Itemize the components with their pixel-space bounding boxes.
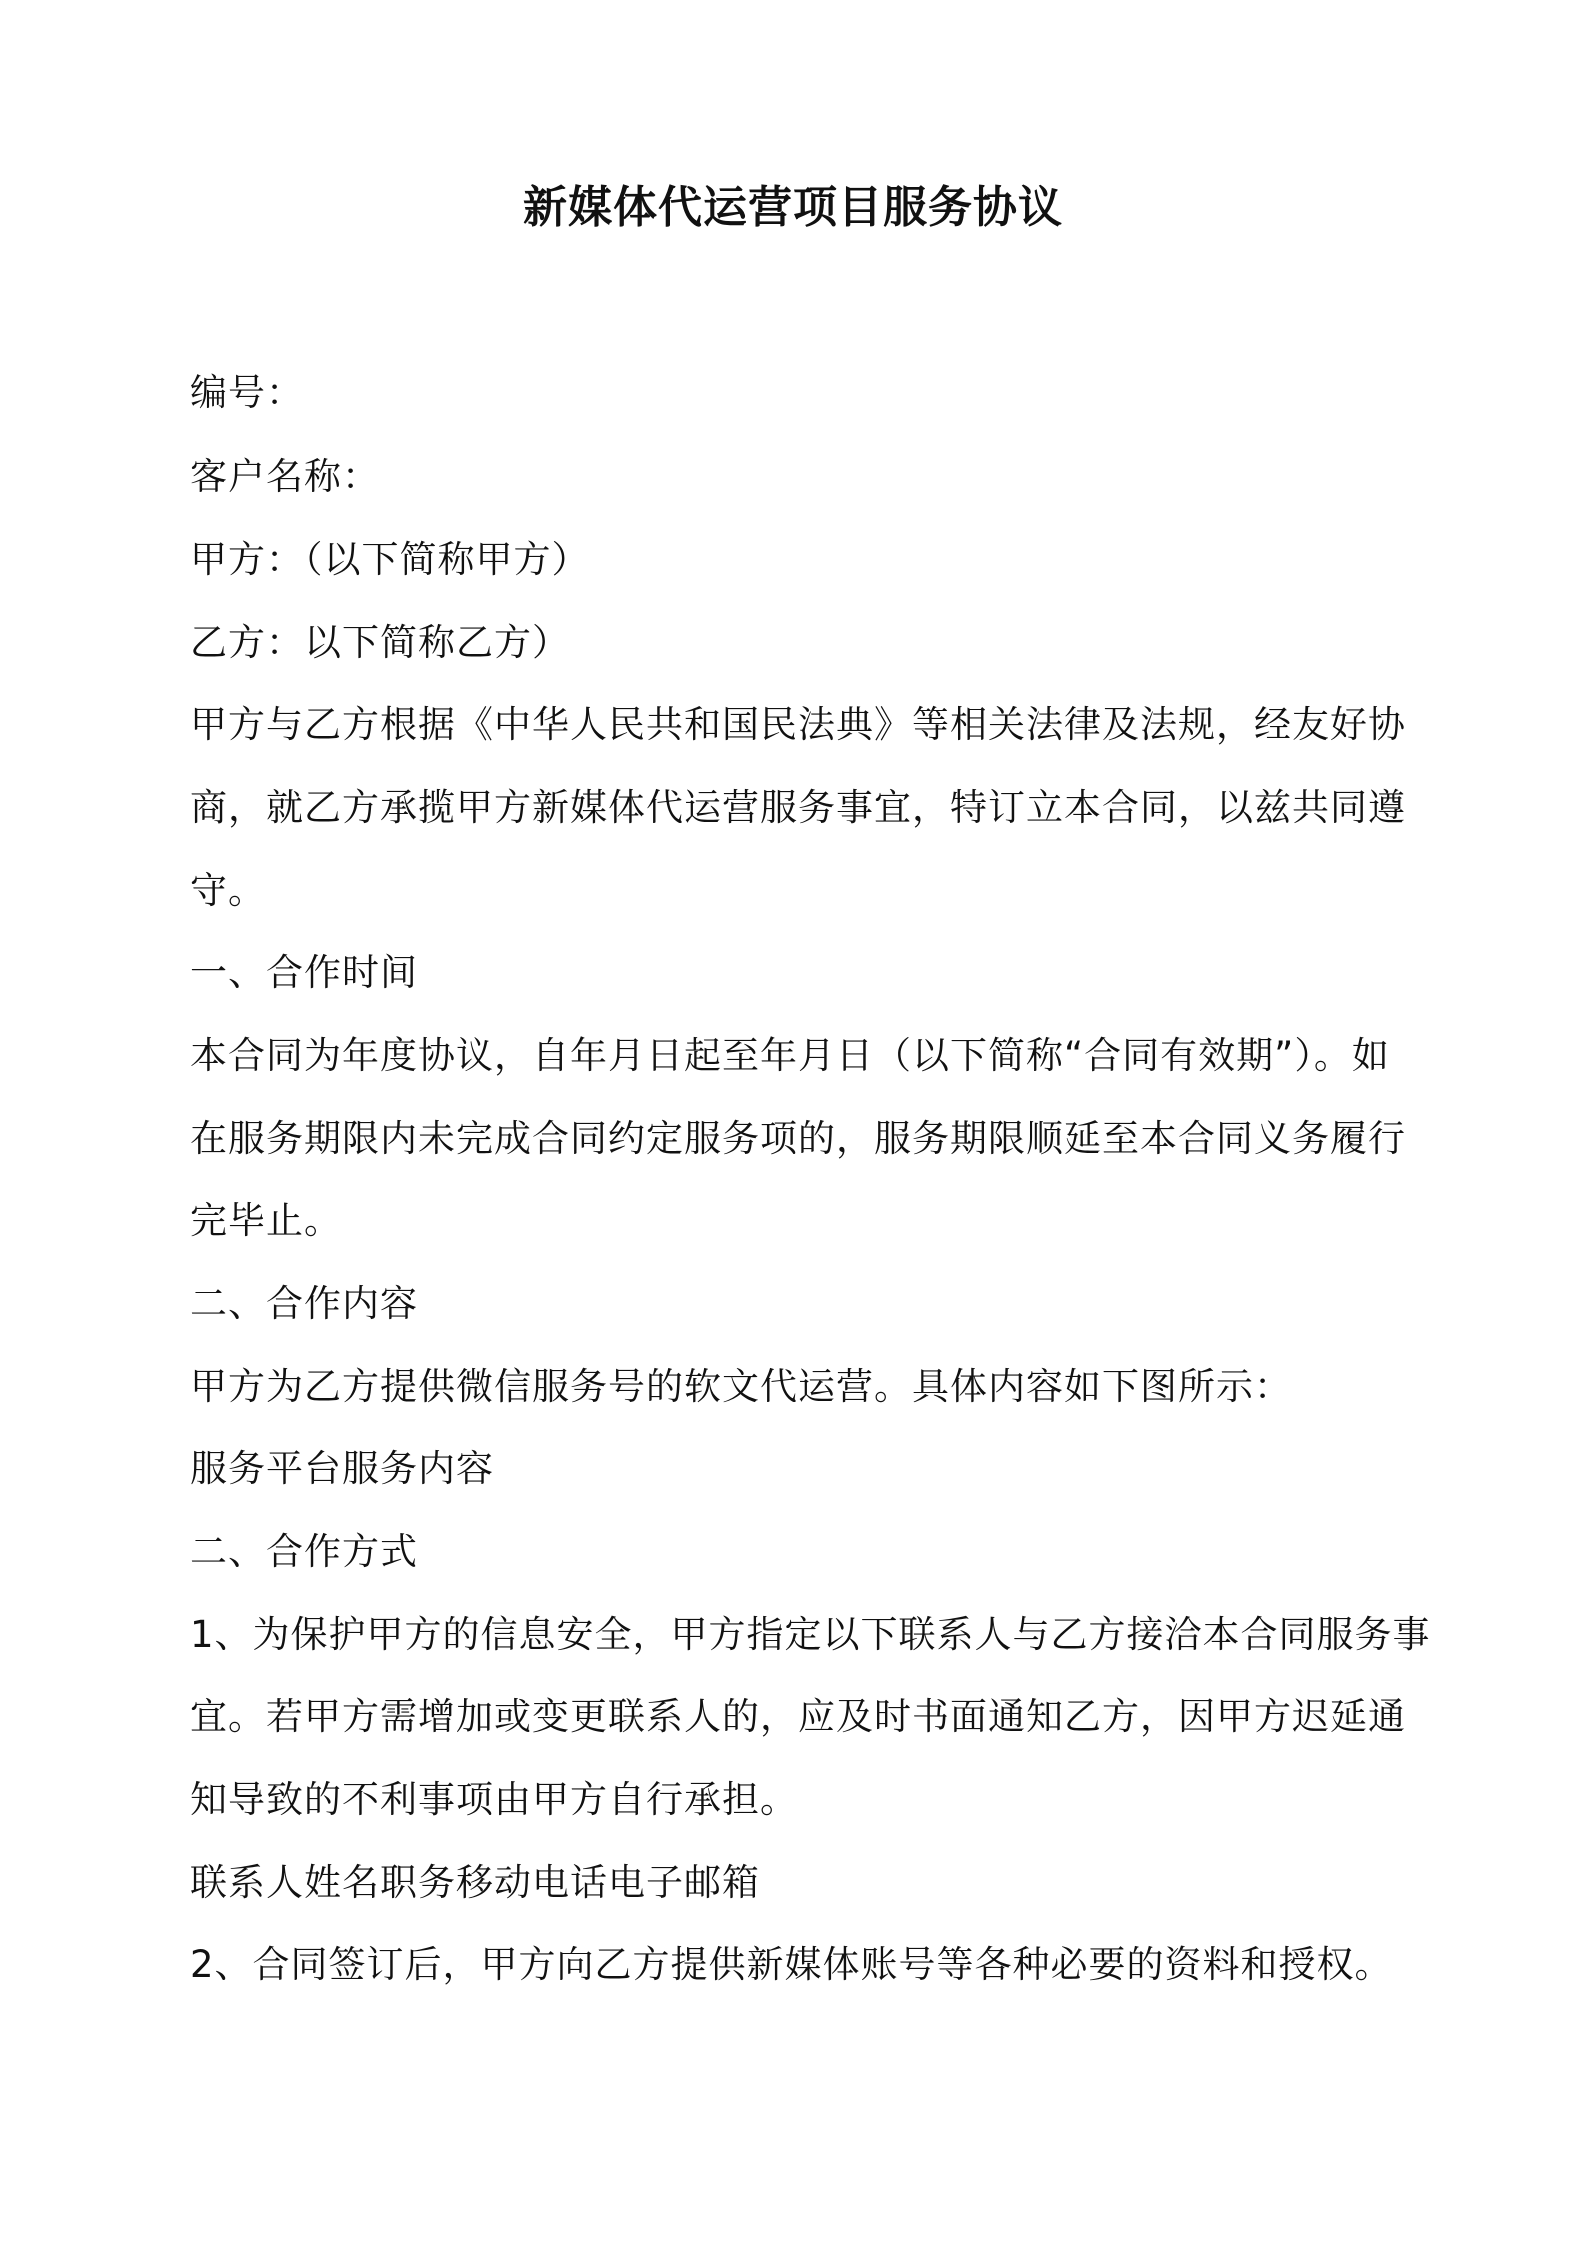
method-item-1-line-1: 1、为保护甲方的信息安全，甲方指定以下联系人与乙方接洽本合同服务事 — [190, 1613, 1431, 1656]
method-item-2-line-1: 2、合同签订后，甲方向乙方提供新媒体账号等各种必要的资料和授权。 — [190, 1943, 1393, 1986]
content-line-1: 甲方为乙方提供微信服务号的软文代运营。具体内容如下图所示： — [190, 1365, 1292, 1408]
period-line-2: 在服务期限内未完成合同约定服务项的，服务期限顺延至本合同义务履行 — [190, 1117, 1406, 1160]
section-heading-cooperation-content: 二、合作内容 — [190, 1282, 418, 1325]
field-party-a: 甲方：（以下简称甲方） — [190, 538, 590, 581]
section-heading-cooperation-period: 一、合作时间 — [190, 951, 418, 994]
method-item-1-line-3: 知导致的不利事项由甲方自行承担。 — [190, 1778, 798, 1821]
document-title: 新媒体代运营项目服务协议 — [523, 182, 1063, 233]
content-table-header: 服务平台服务内容 — [190, 1447, 494, 1490]
preamble-line-2: 商，就乙方承揽甲方新媒体代运营服务事宜，特订立本合同，以兹共同遵 — [190, 786, 1406, 829]
method-item-1-line-2: 宜。若甲方需增加或变更联系人的，应及时书面通知乙方，因甲方迟延通 — [190, 1695, 1406, 1738]
period-line-1: 本合同为年度协议，自年月日起至年月日（以下简称“合同有效期”）。如 — [190, 1034, 1390, 1077]
contact-table-header: 联系人姓名职务移动电话电子邮箱 — [190, 1861, 760, 1904]
field-client-name: 客户名称： — [190, 455, 380, 498]
field-contract-number: 编号： — [190, 371, 304, 414]
section-heading-cooperation-method: 二、合作方式 — [190, 1530, 418, 1573]
period-line-3: 完毕止。 — [190, 1199, 342, 1242]
field-party-b: 乙方：以下简称乙方） — [190, 621, 570, 664]
preamble-line-1: 甲方与乙方根据《中华人民共和国民法典》等相关法律及法规，经友好协 — [190, 703, 1406, 746]
preamble-line-3: 守。 — [190, 869, 266, 912]
